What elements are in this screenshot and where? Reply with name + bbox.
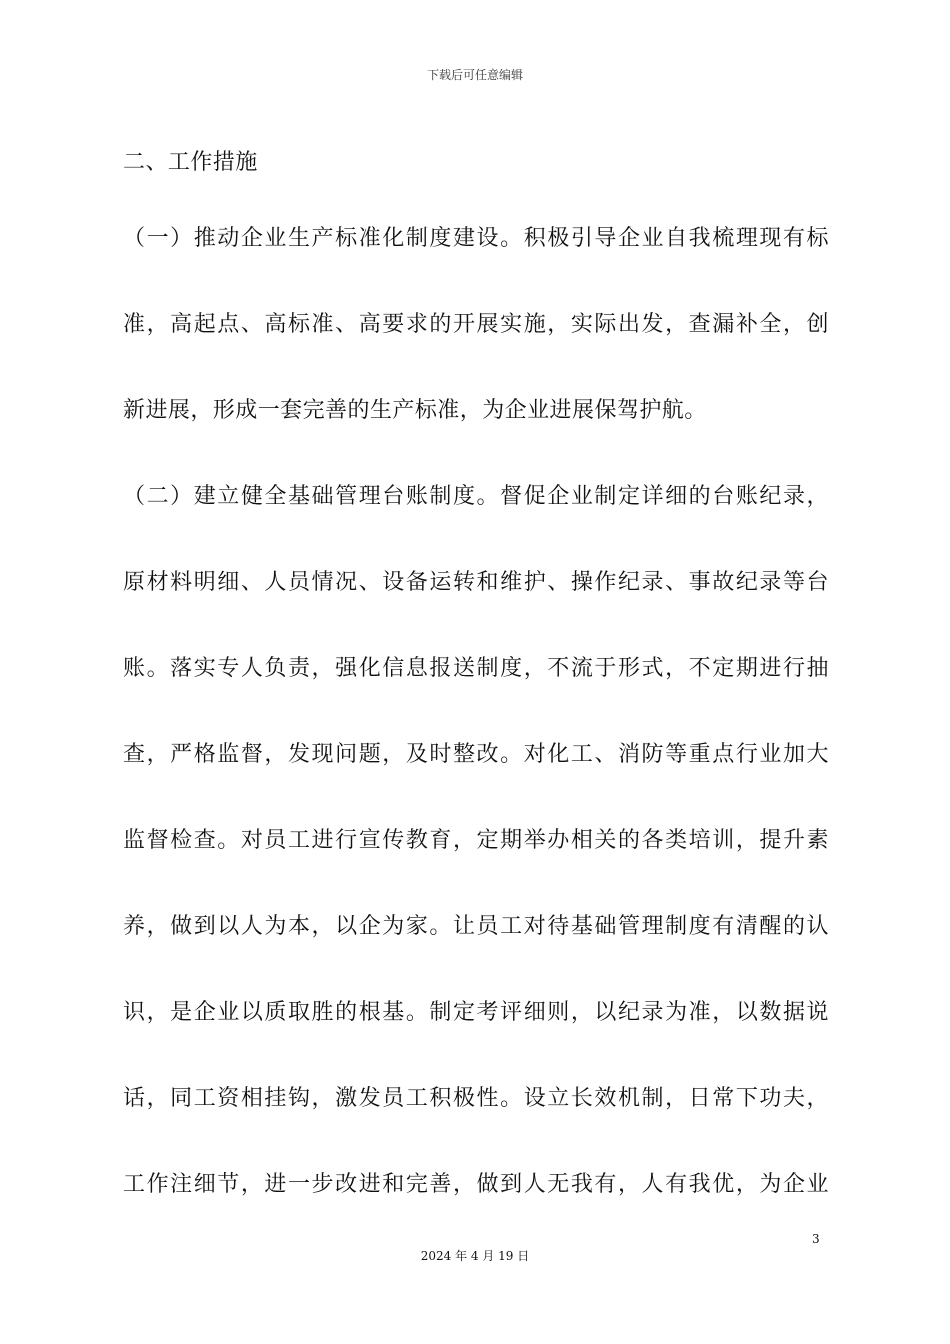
paragraph-line: 工作注细节，进一步改进和完善，做到人无我有，人有我优，为企业: [123, 1172, 829, 1197]
paragraph-line: 查，严格监督，发现问题，及时整改。对化工、消防等重点行业加大: [123, 742, 829, 767]
paragraph-line: （二）建立健全基础管理台账制度。督促企业制定详细的台账纪录，: [123, 484, 829, 509]
page-header: 下载后可任意编辑: [426, 68, 523, 82]
paragraph-line: 新进展，形成一套完善的生产标准，为企业进展保驾护航。: [123, 398, 707, 423]
section-heading: 二、工作措施: [123, 150, 258, 175]
paragraph-line: 话，同工资相挂钩，激发员工积极性。设立长效机制，日常下功夫，: [123, 1086, 829, 1111]
page-number: 3: [812, 1232, 820, 1246]
paragraph-line: 识，是企业以质取胜的根基。制定考评细则，以纪录为准，以数据说: [123, 1000, 829, 1025]
paragraph-line: （一）推动企业生产标准化制度建设。积极引导企业自我梳理现有标: [123, 226, 829, 251]
paragraph-line: 养，做到以人为本，以企为家。让员工对待基础管理制度有清醒的认: [123, 914, 829, 939]
paragraph-line: 原材料明细、人员情况、设备运转和维护、操作纪录、事故纪录等台: [123, 570, 829, 595]
page-footer-date: 2024 年 4 月 19 日: [420, 1249, 530, 1263]
document-body: [123, 140, 829, 1248]
paragraph-line: 监督检查。对员工进行宣传教育，定期举办相关的各类培训，提升素: [123, 828, 829, 853]
paragraph-line: 准，高起点、高标准、高要求的开展实施，实际出发，查漏补全，创: [123, 312, 829, 337]
paragraph-line: 账。落实专人负责，强化信息报送制度，不流于形式，不定期进行抽: [123, 656, 829, 681]
